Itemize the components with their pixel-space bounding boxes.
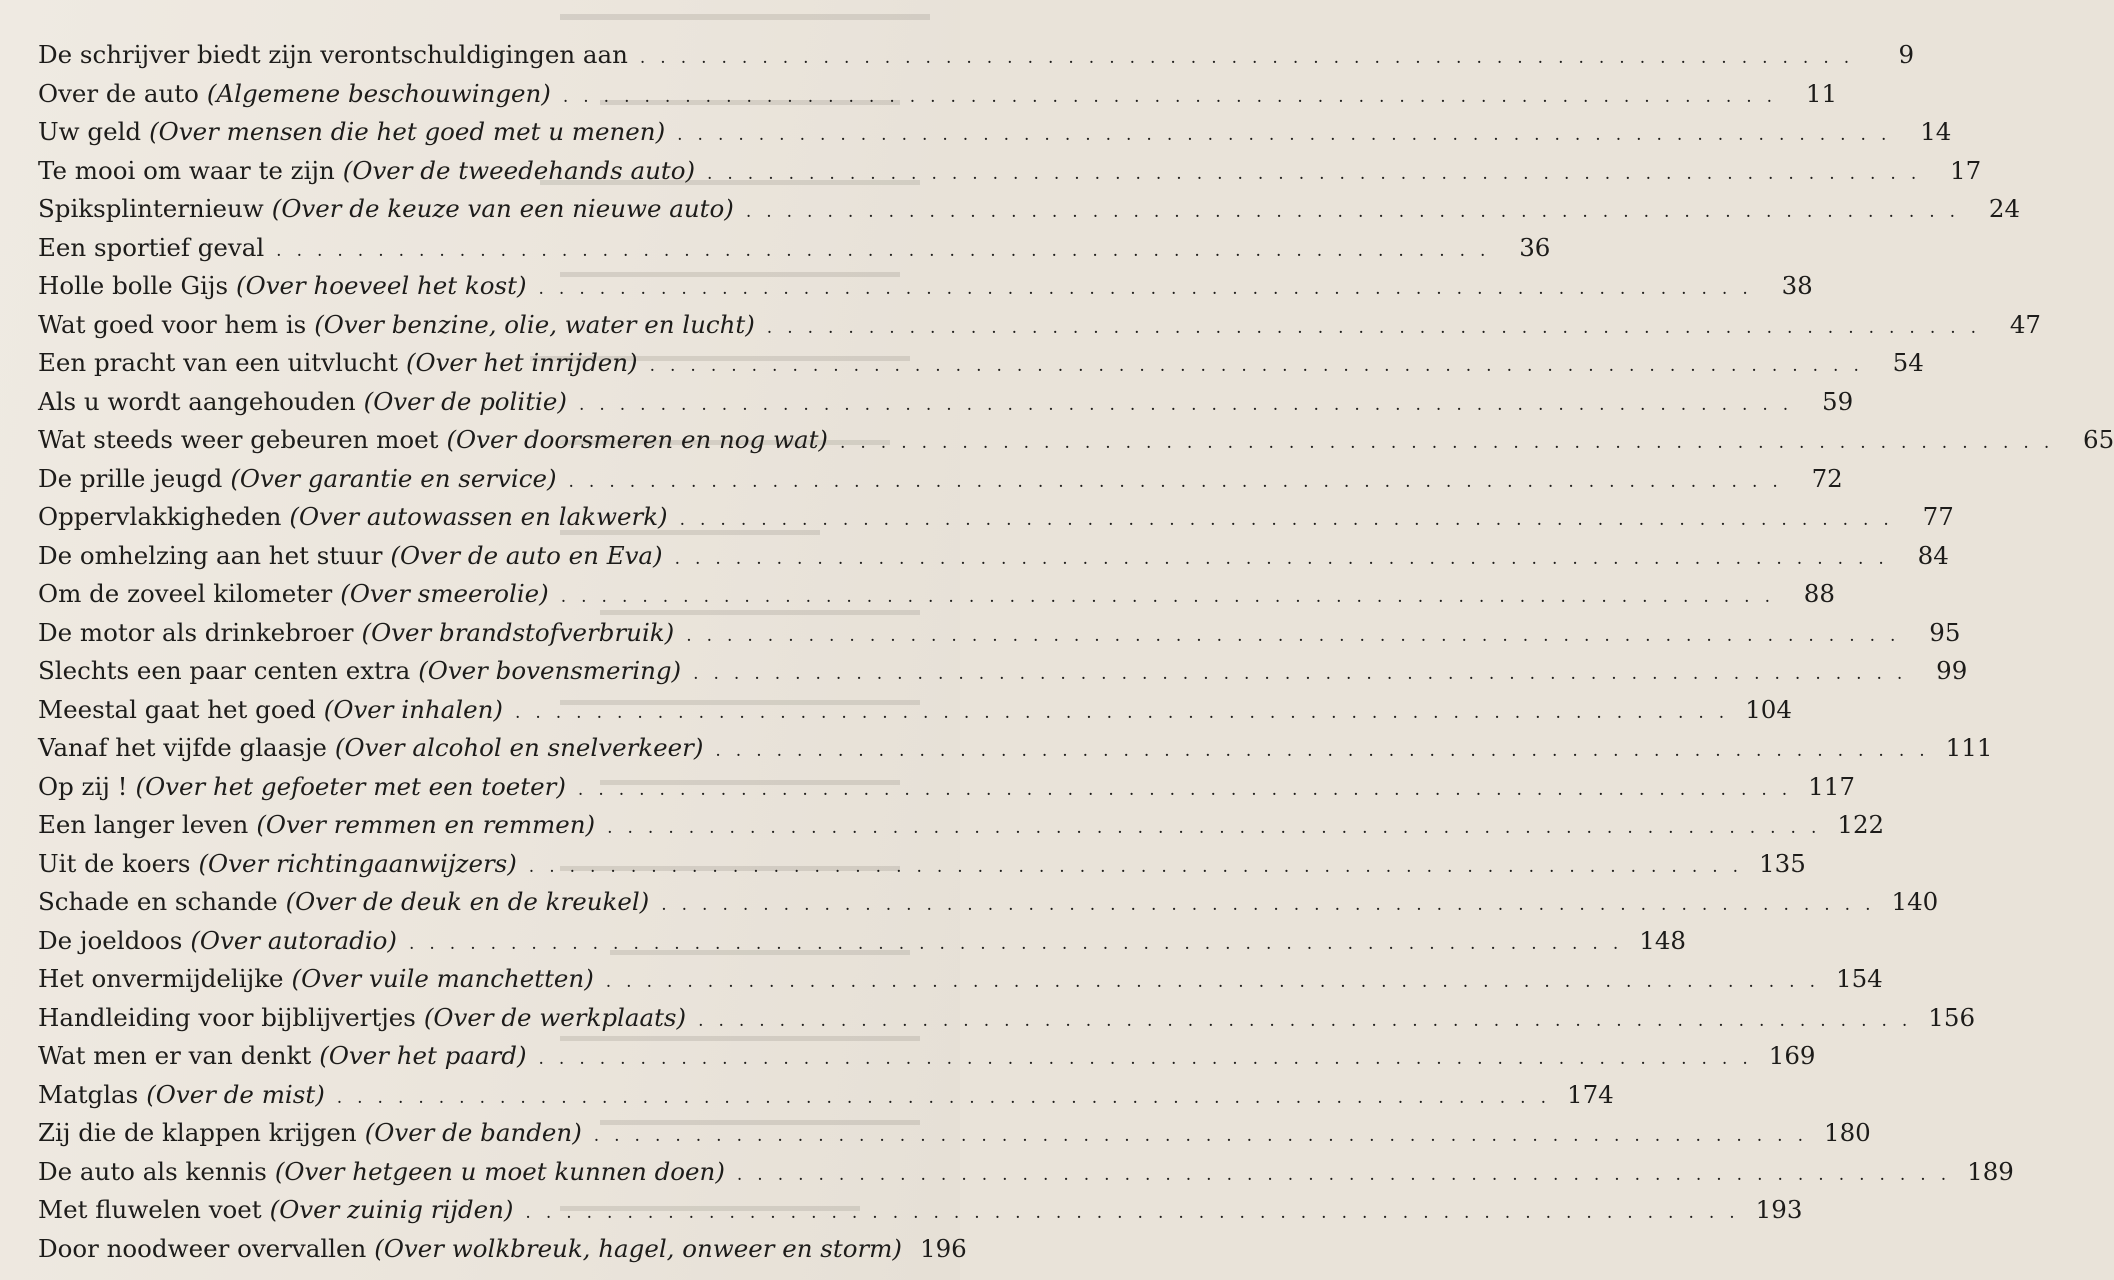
toc-entry (38, 386, 1854, 426)
toc-entry-title: De prille jeugd (38, 463, 223, 493)
toc-entry (38, 771, 1855, 811)
toc-entry-title: Matglas (38, 1079, 139, 1109)
toc-entry-subtitle: (Over vuile manchetten) (291, 964, 594, 993)
toc-entry (38, 117, 1952, 156)
dot-leader: ............................................................ (514, 702, 1740, 723)
toc-entry (38, 540, 1949, 580)
dot-leader: ............................................................ (409, 933, 1634, 954)
dot-leader: ............................................................ (528, 856, 1754, 877)
dot-leader: ............................................................ (525, 1203, 1750, 1223)
toc-entry-subtitle: (Over inhalen) (323, 694, 503, 724)
toc-entry-subtitle: (Over benzine, olie, water en lucht) (314, 309, 755, 339)
toc-entry (38, 1118, 1871, 1157)
toc-page-number: 38 (1781, 271, 1813, 300)
dot-leader: ............................................................ (715, 741, 1940, 761)
dot-leader: ............................................................ (593, 1126, 1818, 1146)
dot-leader: ............................................................ (677, 125, 1902, 145)
toc-page-number: 104 (1745, 694, 1792, 724)
toc-entry-title: De motor als drinkebroer (38, 617, 354, 647)
toc-page-number: 140 (1891, 887, 1939, 916)
toc-entry-title: Als u wordt aangehouden (38, 386, 356, 416)
dot-leader: ............................................................ (577, 779, 1803, 800)
toc-entry-title: Om de zoveel kilometer (38, 579, 333, 608)
toc-entry (38, 848, 1806, 888)
toc-entry-title: Een sportief geval (38, 232, 265, 262)
toc-page-number: 193 (1755, 1195, 1803, 1224)
toc-entry-subtitle: (Over de tweedehands auto) (342, 155, 695, 185)
dot-leader: ............................................................ (766, 317, 1992, 338)
toc-entry-subtitle: (Over bovensmering) (418, 656, 682, 685)
toc-entry-subtitle: (Over garantie en service) (230, 463, 557, 493)
toc-entry (38, 1002, 1976, 1042)
toc-page-number: 154 (1836, 964, 1883, 993)
toc-page-number: 88 (1803, 579, 1835, 608)
toc-entry-title: Spiksplinternieuw (38, 194, 264, 223)
toc-page-number: 11 (1805, 78, 1838, 108)
toc-entry-subtitle: (Over remmen en remmen) (256, 810, 596, 839)
toc-entry (38, 78, 1838, 118)
toc-entry-title: Wat steeds weer gebeuren moet (38, 425, 439, 454)
toc-entry-subtitle: (Over de auto en Eva) (390, 540, 663, 570)
dot-leader: ............................................................ (562, 86, 1788, 107)
toc-page-number: 72 (1811, 463, 1843, 493)
dot-leader: ............................................................ (661, 895, 1886, 915)
toc-entry-title: Wat men er van denkt (38, 1041, 312, 1070)
dot-leader: ............................................................ (674, 548, 1899, 569)
dot-leader: ............................................................ (698, 1010, 1923, 1031)
toc-page-number: 24 (1988, 194, 2021, 223)
toc-entry-subtitle: (Over de mist) (146, 1079, 325, 1109)
toc-entry (38, 964, 1883, 1003)
toc-page-number: 122 (1837, 810, 1885, 839)
toc-entry-subtitle: (Over brandstofverbruik) (361, 617, 675, 647)
dot-leader: ............................................................ (736, 1164, 1962, 1185)
toc-page-number: 174 (1566, 1079, 1614, 1109)
toc-entry-title: De schrijver biedt zijn verontschuldigingen aan (38, 40, 628, 69)
dot-leader: ............................................................ (538, 279, 1763, 299)
dot-leader: ............................................................ (276, 240, 1501, 261)
toc-page-number: 111 (1945, 733, 1993, 762)
dot-leader: ............................................................ (568, 471, 1793, 492)
dot-leader: ............................................................ (745, 202, 1971, 222)
toc-entry-subtitle: (Over de banden) (364, 1118, 582, 1147)
toc-entry-subtitle: (Over hetgeen u moet kunnen doen) (274, 1156, 725, 1186)
toc-entry-title: De auto als kennis (38, 1156, 267, 1186)
toc-entry (38, 309, 2042, 349)
toc-entry-subtitle: (Over richtingaanwijzers) (198, 848, 517, 878)
toc-entry-subtitle: (Over doorsmeren en nog wat) (446, 425, 828, 454)
toc-entry-subtitle: (Over de werkplaats) (423, 1002, 687, 1032)
toc-entry-title: Zij die de klappen krijgen (38, 1118, 357, 1147)
dot-leader: ............................................................ (649, 356, 1874, 376)
toc-entry-title: De omhelzing aan het stuur (38, 540, 383, 570)
toc-entry-subtitle: (Over autowassen en lakwerk) (289, 502, 668, 531)
toc-page-number: 36 (1519, 232, 1551, 262)
toc-entry (38, 1079, 1614, 1119)
toc-entry-subtitle: (Over de politie) (363, 386, 567, 416)
table-of-contents (38, 40, 2114, 1272)
toc-entry (38, 1195, 1803, 1234)
toc-entry-title: Vanaf het vijfde glaasje (38, 733, 327, 762)
toc-entry-title: Te mooi om waar te zijn (38, 155, 335, 185)
toc-entry-title: Schade en schande (38, 887, 278, 916)
toc-entry (38, 271, 1813, 310)
toc-entry-subtitle: (Over het inrijden) (405, 348, 638, 377)
toc-entry (38, 887, 1939, 926)
toc-entry (38, 1233, 967, 1273)
toc-entry (38, 733, 1993, 772)
toc-entry-subtitle: (Over het gefoeter met een toeter) (135, 771, 566, 801)
toc-page-number: 196 (919, 1233, 967, 1263)
toc-entry-subtitle: (Over wolkbreuk, hagel, onweer en storm) (374, 1233, 902, 1263)
toc-entry-subtitle: (Over de keuze van een nieuwe auto) (271, 194, 734, 223)
toc-entry (38, 1156, 2014, 1196)
toc-entry-subtitle: (Over smeerolie) (340, 579, 549, 608)
toc-entry (38, 40, 1915, 79)
toc-page-number: 59 (1822, 386, 1854, 416)
toc-entry (38, 155, 1982, 195)
toc-entry-title: Het onvermijdelijke (38, 964, 284, 993)
dot-leader: ............................................................ (707, 163, 1932, 184)
toc-entry-subtitle: (Over alcohol en snelverkeer) (334, 733, 704, 762)
dot-leader: ............................................................ (840, 433, 2065, 453)
toc-page-number: 84 (1917, 540, 1949, 570)
toc-entry-subtitle: (Over de deuk en de kreukel) (285, 887, 650, 916)
toc-page-number: 14 (1920, 117, 1952, 146)
toc-entry (38, 1041, 1816, 1080)
toc-entry-title: De joeldoos (38, 925, 183, 955)
toc-entry (38, 617, 1961, 657)
toc-entry-title: Handleiding voor bijblijvertjes (38, 1002, 416, 1032)
toc-entry (38, 232, 1551, 272)
toc-entry-title: Wat goed voor hem is (38, 309, 307, 339)
toc-entry-title: Een langer leven (38, 810, 249, 839)
toc-entry (38, 656, 1968, 695)
dot-leader: ............................................................ (605, 972, 1830, 992)
toc-entry-title: Holle bolle Gijs (38, 271, 229, 300)
toc-page-number: 17 (1950, 155, 1982, 185)
toc-entry-title: Over de auto (38, 78, 199, 108)
toc-entry-subtitle: (Over hoeveel het kost) (236, 271, 527, 300)
toc-entry-title: Uit de koers (38, 848, 191, 878)
toc-page-number: 77 (1922, 502, 1954, 531)
toc-entry-title: Door noodweer overvallen (38, 1233, 367, 1263)
toc-entry-title: Met fluwelen voet (38, 1195, 262, 1224)
dot-leader: ............................................................ (679, 510, 1904, 530)
toc-entry-title: Op zij ! (38, 771, 128, 801)
toc-page-number: 180 (1823, 1118, 1871, 1147)
toc-entry-title: Een pracht van een uitvlucht (38, 348, 398, 377)
toc-page-number: 117 (1808, 771, 1855, 801)
toc-page-number: 95 (1929, 617, 1961, 647)
toc-entry (38, 348, 1924, 387)
toc-entry (38, 579, 1835, 618)
toc-entry-subtitle: (Over mensen die het goed met u menen) (149, 117, 666, 146)
dot-leader: ............................................................ (578, 394, 1804, 415)
dot-leader: ............................................................ (639, 48, 1865, 68)
toc-entry-subtitle: (Over het paard) (319, 1041, 527, 1070)
toc-page-number: 189 (1967, 1156, 2014, 1186)
toc-page-number: 156 (1928, 1002, 1976, 1032)
toc-entry (38, 425, 2114, 464)
toc-entry-subtitle: (Over zuinig rijden) (269, 1195, 514, 1224)
dot-leader: ............................................................ (336, 1087, 1561, 1108)
toc-page-number: 47 (2009, 309, 2042, 339)
toc-entry (38, 925, 1686, 965)
toc-entry (38, 502, 1954, 541)
toc-page-number: 169 (1768, 1041, 1816, 1070)
toc-page-number: 135 (1759, 848, 1806, 878)
toc-entry-subtitle: (Algemene beschouwingen) (206, 78, 551, 108)
toc-entry-title: Oppervlakkigheden (38, 502, 282, 531)
dot-leader: ............................................................ (607, 818, 1832, 838)
toc-page-number: 148 (1639, 925, 1686, 955)
toc-page-number: 99 (1936, 656, 1968, 685)
toc-page-number: 54 (1892, 348, 1924, 377)
toc-entry (38, 810, 1885, 849)
toc-entry (38, 694, 1792, 734)
toc-entry-subtitle: (Over autoradio) (190, 925, 397, 955)
toc-entry-title: Meestal gaat het goed (38, 694, 316, 724)
toc-entry (38, 194, 2021, 233)
dot-leader: ............................................................ (693, 664, 1918, 684)
toc-entry-title: Uw geld (38, 117, 142, 146)
dot-leader: ............................................................ (686, 625, 1911, 646)
toc-entry-title: Slechts een paar centen extra (38, 656, 411, 685)
toc-page-number: 65 (2083, 425, 2114, 454)
dot-leader: ............................................................ (538, 1049, 1763, 1069)
toc-page-number: 9 (1898, 40, 1915, 69)
dot-leader: ............................................................ (560, 587, 1785, 607)
toc-entry (38, 463, 1843, 503)
